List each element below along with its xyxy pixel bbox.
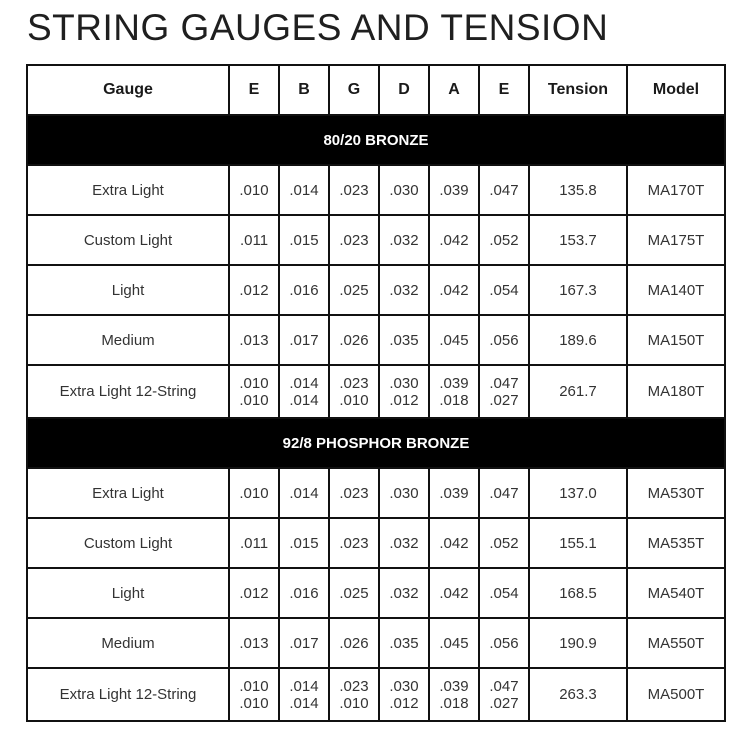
- string-gauge-value: .054: [479, 265, 529, 315]
- table-row: [27, 568, 725, 618]
- model-number: MA550T: [627, 618, 725, 668]
- header-string-a: A: [429, 65, 479, 115]
- string-gauge-pair: [429, 365, 479, 418]
- string-gauge-value: .047: [489, 374, 519, 392]
- string-gauge-value: .042: [429, 518, 479, 568]
- tension-value: 263.3: [529, 668, 627, 721]
- string-gauge-value: .016: [279, 568, 329, 618]
- string-gauge-value: .042: [429, 265, 479, 315]
- string-gauge-value: .017: [279, 618, 329, 668]
- string-gauge-pair: [329, 668, 379, 721]
- gauge-name: Light: [27, 568, 229, 618]
- header-string-e-high: E: [229, 65, 279, 115]
- string-gauge-value: .023: [329, 468, 379, 518]
- string-gauge-value: .030: [379, 165, 429, 215]
- string-gauge-value: .032: [379, 265, 429, 315]
- string-gauge-value: .045: [429, 618, 479, 668]
- tension-value: 189.6: [529, 315, 627, 365]
- string-gauge-value: .010: [239, 374, 269, 392]
- tension-value: 168.5: [529, 568, 627, 618]
- tension-value: 137.0: [529, 468, 627, 518]
- string-gauge-value: .052: [479, 215, 529, 265]
- gauge-name: Custom Light: [27, 518, 229, 568]
- string-gauge-table: [26, 64, 726, 722]
- string-gauge-value: .030: [389, 374, 419, 392]
- tension-value: 155.1: [529, 518, 627, 568]
- header-model: Model: [627, 65, 725, 115]
- string-gauge-value: .042: [429, 215, 479, 265]
- octave-string-gauge-value: .012: [389, 694, 419, 712]
- string-gauge-value: .011: [229, 518, 279, 568]
- string-gauge-value: .039: [439, 374, 469, 392]
- section-title: 92/8 PHOSPHOR BRONZE: [27, 418, 725, 468]
- string-gauge-value: .012: [229, 265, 279, 315]
- tension-value: 261.7: [529, 365, 627, 418]
- model-number: MA535T: [627, 518, 725, 568]
- string-gauge-value: .030: [379, 468, 429, 518]
- string-gauge-value: .025: [329, 568, 379, 618]
- tension-value: 135.8: [529, 165, 627, 215]
- model-number: MA540T: [627, 568, 725, 618]
- string-gauge-value: .035: [379, 315, 429, 365]
- string-gauge-value: .030: [389, 677, 419, 695]
- section-header-row: [27, 115, 725, 165]
- string-gauge-pair: [379, 668, 429, 721]
- octave-string-gauge-value: .010: [339, 391, 369, 409]
- table-row-12-string: [27, 668, 725, 721]
- gauge-name: Extra Light 12-String: [27, 668, 229, 721]
- tension-value: 153.7: [529, 215, 627, 265]
- table-row: [27, 468, 725, 518]
- header-string-b: B: [279, 65, 329, 115]
- octave-string-gauge-value: .018: [439, 391, 469, 409]
- table-row: [27, 518, 725, 568]
- octave-string-gauge-value: .027: [489, 694, 519, 712]
- string-gauge-value: .026: [329, 315, 379, 365]
- string-gauge-value: .015: [279, 518, 329, 568]
- model-number: MA170T: [627, 165, 725, 215]
- string-gauge-value: .056: [479, 618, 529, 668]
- gauge-name: Extra Light 12-String: [27, 365, 229, 418]
- string-gauge-value: .023: [329, 518, 379, 568]
- string-gauge-value: .010: [229, 468, 279, 518]
- table-row: [27, 618, 725, 668]
- string-gauge-value: .013: [229, 618, 279, 668]
- octave-string-gauge-value: .010: [239, 694, 269, 712]
- table-row-12-string: [27, 365, 725, 418]
- string-gauge-value: .023: [339, 677, 369, 695]
- page-title: STRING GAUGES AND TENSION: [27, 7, 609, 48]
- string-gauge-value: .010: [239, 677, 269, 695]
- gauge-name: Medium: [27, 315, 229, 365]
- table-row: [27, 165, 725, 215]
- string-gauge-pair: [279, 365, 329, 418]
- string-gauge-value: .032: [379, 518, 429, 568]
- model-number: MA140T: [627, 265, 725, 315]
- octave-string-gauge-value: .018: [439, 694, 469, 712]
- string-gauge-value: .015: [279, 215, 329, 265]
- string-gauge-value: .010: [229, 165, 279, 215]
- string-gauge-pair: [479, 365, 529, 418]
- tension-value: 167.3: [529, 265, 627, 315]
- table-row: [27, 315, 725, 365]
- string-gauge-value: .017: [279, 315, 329, 365]
- model-number: MA150T: [627, 315, 725, 365]
- octave-string-gauge-value: .014: [289, 391, 319, 409]
- header-tension: Tension: [529, 65, 627, 115]
- string-gauge-pair: [479, 668, 529, 721]
- string-gauge-value: .016: [279, 265, 329, 315]
- gauge-name: Light: [27, 265, 229, 315]
- model-number: MA175T: [627, 215, 725, 265]
- octave-string-gauge-value: .010: [339, 694, 369, 712]
- string-gauge-pair: [229, 668, 279, 721]
- string-gauge-value: .047: [479, 468, 529, 518]
- string-gauge-value: .023: [329, 165, 379, 215]
- string-gauge-pair: [279, 668, 329, 721]
- model-number: MA180T: [627, 365, 725, 418]
- table-row: [27, 265, 725, 315]
- string-gauge-value: .014: [289, 374, 319, 392]
- string-gauge-value: .052: [479, 518, 529, 568]
- string-gauge-value: .039: [439, 677, 469, 695]
- string-gauge-value: .011: [229, 215, 279, 265]
- octave-string-gauge-value: .027: [489, 391, 519, 409]
- string-gauge-value: .023: [339, 374, 369, 392]
- string-gauge-value: .012: [229, 568, 279, 618]
- string-gauge-value: .014: [279, 165, 329, 215]
- string-gauge-value: .032: [379, 568, 429, 618]
- string-gauge-value: .023: [329, 215, 379, 265]
- string-gauge-value: .026: [329, 618, 379, 668]
- string-gauge-pair: [429, 668, 479, 721]
- string-gauge-value: .039: [429, 165, 479, 215]
- gauge-name: Extra Light: [27, 165, 229, 215]
- string-gauge-value: .039: [429, 468, 479, 518]
- gauge-name: Custom Light: [27, 215, 229, 265]
- table-row: [27, 215, 725, 265]
- gauge-name: Extra Light: [27, 468, 229, 518]
- header-string-e-low: E: [479, 65, 529, 115]
- model-number: MA530T: [627, 468, 725, 518]
- model-number: MA500T: [627, 668, 725, 721]
- octave-string-gauge-value: .010: [239, 391, 269, 409]
- string-gauge-value: .032: [379, 215, 429, 265]
- string-gauge-pair: [329, 365, 379, 418]
- string-gauge-value: .054: [479, 568, 529, 618]
- string-gauge-value: .047: [489, 677, 519, 695]
- octave-string-gauge-value: .014: [289, 694, 319, 712]
- string-gauge-value: .056: [479, 315, 529, 365]
- section-header-row: [27, 418, 725, 468]
- string-gauge-value: .042: [429, 568, 479, 618]
- header-string-g: G: [329, 65, 379, 115]
- string-gauge-value: .014: [279, 468, 329, 518]
- string-gauge-value: .025: [329, 265, 379, 315]
- header-row: [27, 65, 725, 115]
- gauge-name: Medium: [27, 618, 229, 668]
- header-string-d: D: [379, 65, 429, 115]
- string-gauge-pair: [229, 365, 279, 418]
- octave-string-gauge-value: .012: [389, 391, 419, 409]
- tension-value: 190.9: [529, 618, 627, 668]
- string-gauge-pair: [379, 365, 429, 418]
- string-gauge-value: .014: [289, 677, 319, 695]
- header-gauge: Gauge: [27, 65, 229, 115]
- string-gauge-value: .047: [479, 165, 529, 215]
- string-gauge-value: .035: [379, 618, 429, 668]
- string-gauge-value: .045: [429, 315, 479, 365]
- string-gauge-value: .013: [229, 315, 279, 365]
- section-title: 80/20 BRONZE: [27, 115, 725, 165]
